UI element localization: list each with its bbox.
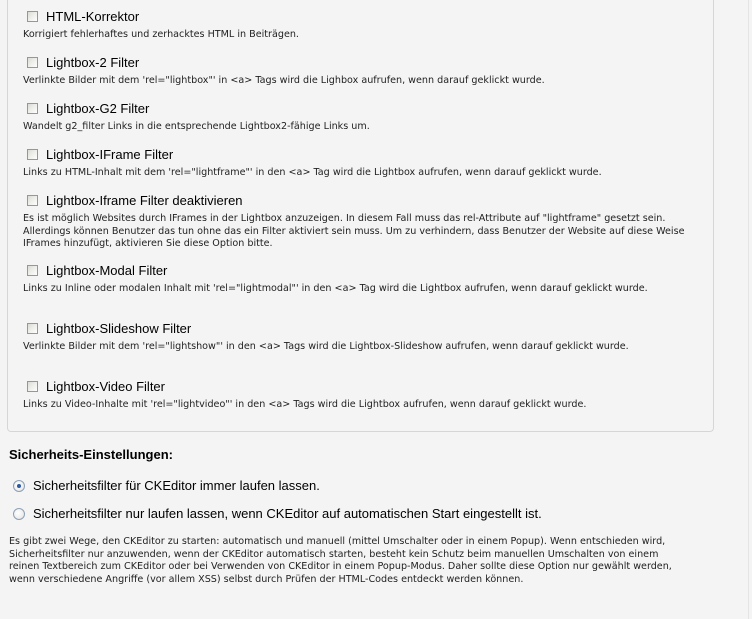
filter-checkbox-lightbox-2[interactable]	[27, 57, 38, 68]
filter-item-lightbox-video	[16, 381, 706, 412]
filter-description: Links zu Video-Inhalte mit 'rel="lightvideo"' in den <a> Tags wird die Lightbox aufrufen, wenn darauf geklickt wurde.	[23, 399, 587, 410]
filter-item-lightbox-2	[16, 57, 706, 88]
filter-description: Verlinkte Bilder mit dem 'rel="lightbox"' in <a> Tags wird die Lighbox aufrufen, wenn darauf geklickt wurde.	[23, 75, 545, 86]
filter-description: Wandelt g2_filter Links in die entsprechende Lightbox2-fähige Links um.	[23, 121, 370, 132]
radio-label[interactable]: Sicherheitsfilter für CKEditor immer laufen lassen.	[33, 478, 320, 493]
radio-label[interactable]: Sicherheitsfilter nur laufen lassen, wenn CKEditor auf automatischen Start eingestellt ist.	[33, 506, 542, 521]
filter-title[interactable]: Lightbox-G2 Filter	[46, 101, 150, 116]
filter-title[interactable]: Lightbox-Slideshow Filter	[46, 321, 192, 336]
filter-checkbox-lightbox-slideshow[interactable]	[27, 323, 38, 334]
filter-title[interactable]: Lightbox-Video Filter	[46, 379, 165, 394]
filter-checkbox-lightbox-iframe[interactable]	[27, 149, 38, 160]
filter-checkbox-html-korrektor[interactable]	[27, 11, 38, 22]
filter-checkbox-lightbox-iframe-deaktivieren[interactable]	[27, 195, 38, 206]
filter-title[interactable]: Lightbox-Modal Filter	[46, 263, 168, 278]
filter-item-lightbox-slideshow	[16, 323, 706, 354]
filter-title[interactable]: HTML-Korrektor	[46, 9, 140, 24]
filter-title[interactable]: Lightbox-Iframe Filter deaktivieren	[46, 193, 243, 208]
filter-checkbox-lightbox-modal[interactable]	[27, 265, 38, 276]
filter-description: Es ist möglich Websites durch IFrames in der Lightbox anzuzeigen. In diesem Fall muss das rel-Attribute auf "lightframe" gesetzt sein. Allerdings können Benutzer das tun ohne das ein Filter aktiviert sein muss. Um zu verhindern, dass Benutzer der Website auf diese Weise IFrames hinzufügt, aktivieren Sie diese Option bitte.	[23, 213, 685, 249]
filter-item-lightbox-g2	[16, 103, 706, 134]
filter-description: Links zu Inline oder modalen Inhalt mit 'rel="lightmodal"' in den <a> Tag wird die Lightbox aufrufen, wenn darauf geklickt wurde.	[23, 283, 648, 294]
filter-description: Verlinkte Bilder mit dem 'rel="lightshow"' in den <a> Tags wird die Lightbox-Slideshow aufrufen, wenn darauf geklickt wurde.	[23, 341, 629, 352]
security-settings-heading: Sicherheits-Einstellungen:	[9, 447, 173, 462]
security-description: Es gibt zwei Wege, den CKEditor zu starten: automatisch und manuell (mittel Umschalter oder in einem Popup). Wenn entschieden wird, Sicherheitsfilter nur anzuwenden, wenn der CKEditor automatisch starten, besteht kein Schutz beim manuellen Umschalten von einem reinen Textbereich zum CKEditor oder bei Verwenden von CKEditor in einem Popup-Modus. Daher sollte diese Option nur gewählt werden, wenn verschiedene Angriffe (vor allem XSS) selbst durch Prüfen der HTML-Codes entdeckt werden können.	[9, 536, 672, 585]
filter-title[interactable]: Lightbox-2 Filter	[46, 55, 140, 70]
scrollbar-edge	[748, 0, 752, 619]
filter-title[interactable]: Lightbox-IFrame Filter	[46, 147, 174, 162]
filter-checkbox-lightbox-g2[interactable]	[27, 103, 38, 114]
filter-item-lightbox-modal	[16, 265, 706, 296]
filter-checkbox-lightbox-video[interactable]	[27, 381, 38, 392]
filter-description: Links zu HTML-Inhalt mit dem 'rel="lightframe"' in den <a> Tag wird die Lightbox aufrufen, wenn darauf geklickt wurde.	[23, 167, 602, 178]
filter-item-lightbox-iframe-deaktivieren	[16, 195, 706, 251]
filter-item-lightbox-iframe	[16, 149, 706, 180]
filter-description: Korrigiert fehlerhaftes und zerhacktes HTML in Beiträgen.	[23, 29, 299, 40]
filter-item-html-korrektor	[16, 11, 706, 42]
radio-always-run[interactable]	[13, 480, 25, 492]
radio-auto-start-only[interactable]	[13, 508, 25, 520]
